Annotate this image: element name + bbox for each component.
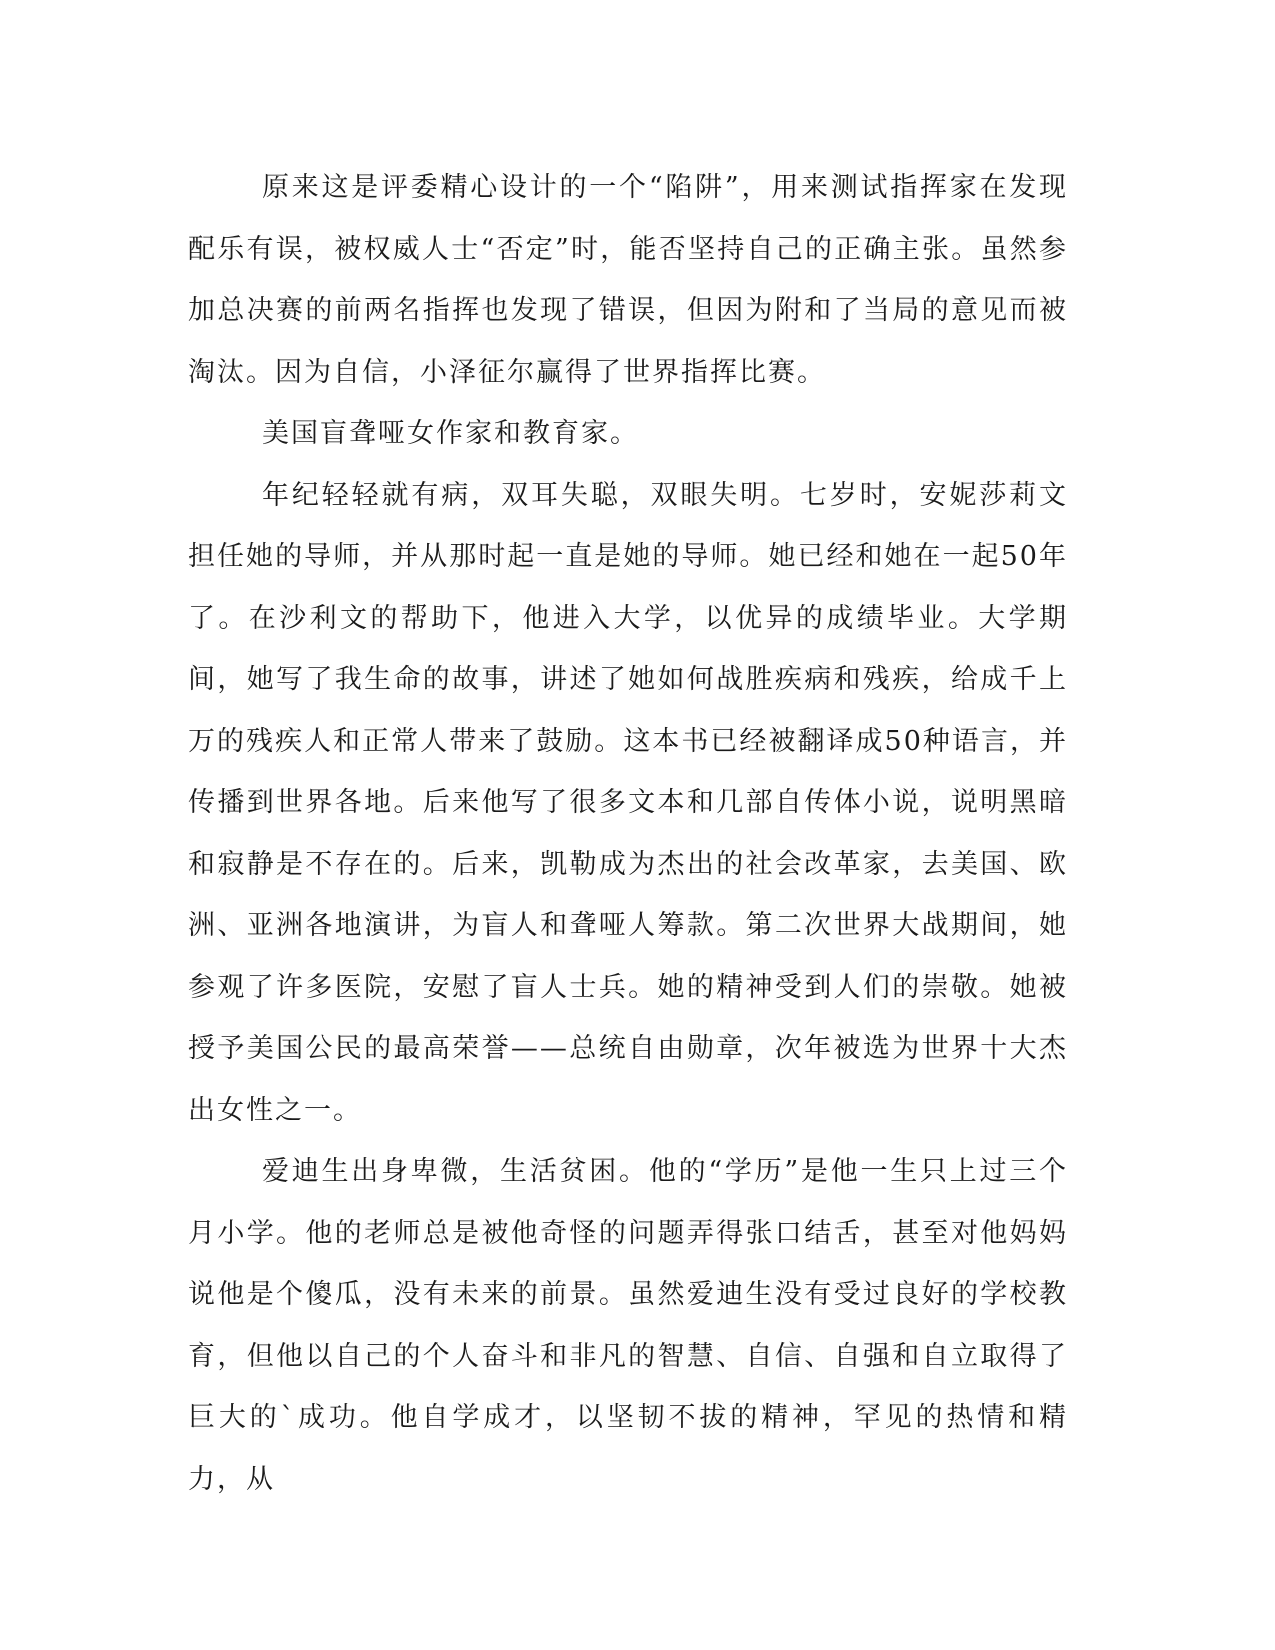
paragraph-helen-keller-intro: 美国盲聋哑女作家和教育家。 bbox=[262, 418, 639, 449]
paragraph-edison: 爱迪生出身卑微，生活贫困。他的“学历”是他一生只上过三个月小学。他的老师总是被他奇怪的问题弄得张口结舌，甚至对他妈妈说他是个傻瓜，没有未来的前景。虽然爱迪生没有受过良好的学校教育，但他以自己的个人奋斗和非凡的智慧、自信、自强和自立取得了巨大的`成功。他自学成才，以坚韧不拔的精神，罕见的热情和精力，从 bbox=[188, 1156, 1068, 1495]
document-body bbox=[188, 157, 1068, 1510]
paragraph-helen-keller-story: 年纪轻轻就有病，双耳失聪，双眼失明。七岁时，安妮莎莉文担任她的导师，并从那时起一直是她的导师。她已经和她在一起50年了。在沙利文的帮助下，他进入大学，以优异的成绩毕业。大学期间，她写了我生命的故事，讲述了她如何战胜疾病和残疾，给成千上万的残疾人和正常人带来了鼓励。这本书已经被翻译成50种语言，并传播到世界各地。后来他写了很多文本和几部自传体小说，说明黑暗和寂静是不存在的。后来，凯勒成为杰出的社会改革家，去美国、欧洲、亚洲各地演讲，为盲人和聋哑人筹款。第二次世界大战期间，她参观了许多医院，安慰了盲人士兵。她的精神受到人们的崇敬。她被授予美国公民的最高荣誉——总统自由勋章，次年被选为世界十大杰出女性之一。 bbox=[188, 479, 1068, 1126]
paragraph-seiji-ozawa: 原来这是评委精心设计的一个“陷阱”，用来测试指挥家在发现配乐有误，被权威人士“否定”时，能否坚持自己的正确主张。虽然参加总决赛的前两名指挥也发现了错误，但因为附和了当局的意见而被淘汰。因为自信，小泽征尔赢得了世界指挥比赛。 bbox=[188, 172, 1068, 388]
